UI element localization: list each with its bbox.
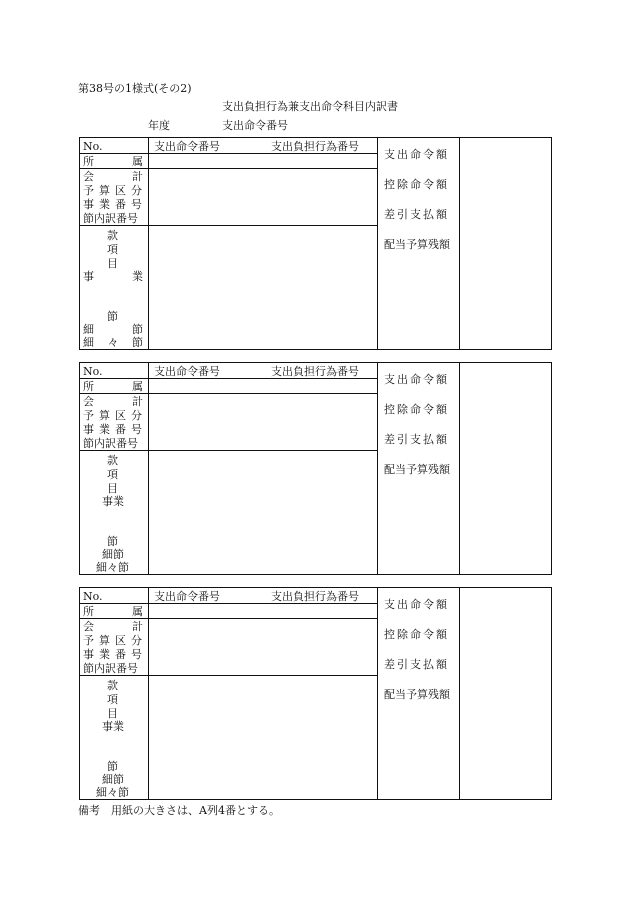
divider [80,378,377,379]
deduction-amount-label: 控除命令額 [384,403,449,416]
net-payment-label: 差引支払額 [384,208,449,221]
divider [459,588,460,799]
setsu-label: 節 [107,760,118,773]
remaining-budget-label: 配当予算残額 [384,238,450,251]
order-number-label: 支出命令番号 [222,119,288,132]
jigyou-char: 事 [83,270,94,283]
accounting-char: 計 [132,620,143,633]
breakdown-block-1 [79,137,552,350]
jigyou-label: 事業 [102,720,124,733]
divider [80,450,377,451]
affiliation-char: 属 [132,380,143,393]
affiliation-char: 所 [83,155,94,168]
divider [377,138,378,349]
affiliation-char: 属 [132,605,143,618]
saisetsu-label [83,324,143,335]
divider [459,363,460,574]
budget-class-label: 予算区分 [83,184,147,197]
order-amount-label: 支出命令額 [384,148,449,161]
paper-size-note: 備考 用紙の大きさは、A列4番とする。 [78,804,280,817]
affiliation-char: 所 [83,380,94,393]
burden-number-column: 支出負担行為番号 [271,140,359,153]
divider [80,603,377,604]
deduction-amount-label: 控除命令額 [384,178,449,191]
divider [148,138,149,349]
divider [80,393,377,394]
divider [80,153,377,154]
deduction-amount-label: 控除命令額 [384,628,449,641]
divider [80,168,377,169]
saisetsu-char: 細 [83,323,94,336]
project-number-label: 事業番号 [83,423,147,436]
document-title: 支出負担行為兼支出命令科目内訳書 [222,100,398,113]
order-amount-label: 支出命令額 [384,373,449,386]
divider [459,138,460,349]
saisaisetsu-char: 節 [132,336,143,349]
affiliation-char: 所 [83,605,94,618]
moku-label: 目 [107,257,118,270]
accounting-label [83,621,143,632]
saisetsu-label: 細節 [102,548,124,561]
section-detail-number-label: 節内訳番号 [83,662,138,675]
saisaisetsu-label: 細々節 [96,786,129,799]
saisaisetsu-label [83,337,143,348]
budget-class-label: 予算区分 [83,634,147,647]
accounting-char: 計 [132,170,143,183]
section-detail-number-label: 節内訳番号 [83,437,138,450]
accounting-label [83,396,143,407]
setsu-label: 節 [107,535,118,548]
setsu-label: 節 [107,310,118,323]
jigyou-char: 業 [132,270,143,283]
affiliation-label [83,156,143,167]
kan-label: 款 [107,229,118,242]
net-payment-label: 差引支払額 [384,433,449,446]
divider [148,588,149,799]
accounting-char: 計 [132,395,143,408]
order-number-column: 支出命令番号 [154,365,220,378]
kan-label: 款 [107,679,118,692]
saisaisetsu-char: 細 [83,336,94,349]
budget-class-label: 予算区分 [83,409,147,422]
saisaisetsu-char: 々 [107,336,119,349]
net-payment-label: 差引支払額 [384,658,449,671]
burden-number-column: 支出負担行為番号 [271,590,359,603]
fiscal-year-label: 年度 [148,119,170,132]
saisaisetsu-label: 細々節 [96,561,129,574]
divider [148,363,149,574]
divider [80,618,377,619]
moku-label: 目 [107,482,118,495]
project-number-label: 事業番号 [83,648,147,661]
saisetsu-label: 細節 [102,773,124,786]
accounting-char: 会 [83,620,94,633]
affiliation-char: 属 [132,155,143,168]
divider [377,588,378,799]
jigyou-label [83,271,143,282]
breakdown-block-3 [79,587,552,800]
kou-label: 項 [107,243,118,256]
saisetsu-char: 節 [132,323,143,336]
divider [80,225,377,226]
moku-label: 目 [107,707,118,720]
kan-label: 款 [107,454,118,467]
kou-label: 項 [107,468,118,481]
order-number-column: 支出命令番号 [154,590,220,603]
divider [80,675,377,676]
project-number-label: 事業番号 [83,198,147,211]
no-label: No. [83,365,103,378]
accounting-char: 会 [83,395,94,408]
no-label: No. [83,140,103,153]
section-detail-number-label: 節内訳番号 [83,212,138,225]
remaining-budget-label: 配当予算残額 [384,463,450,476]
no-label: No. [83,590,103,603]
affiliation-label [83,606,143,617]
accounting-label [83,171,143,182]
divider [377,363,378,574]
order-number-column: 支出命令番号 [154,140,220,153]
order-amount-label: 支出命令額 [384,598,449,611]
breakdown-block-2 [79,362,552,575]
remaining-budget-label: 配当予算残額 [384,688,450,701]
kou-label: 項 [107,693,118,706]
affiliation-label [83,381,143,392]
burden-number-column: 支出負担行為番号 [271,365,359,378]
accounting-char: 会 [83,170,94,183]
form-number: 第38号の1様式(その2) [78,82,192,95]
jigyou-label: 事業 [102,495,124,508]
